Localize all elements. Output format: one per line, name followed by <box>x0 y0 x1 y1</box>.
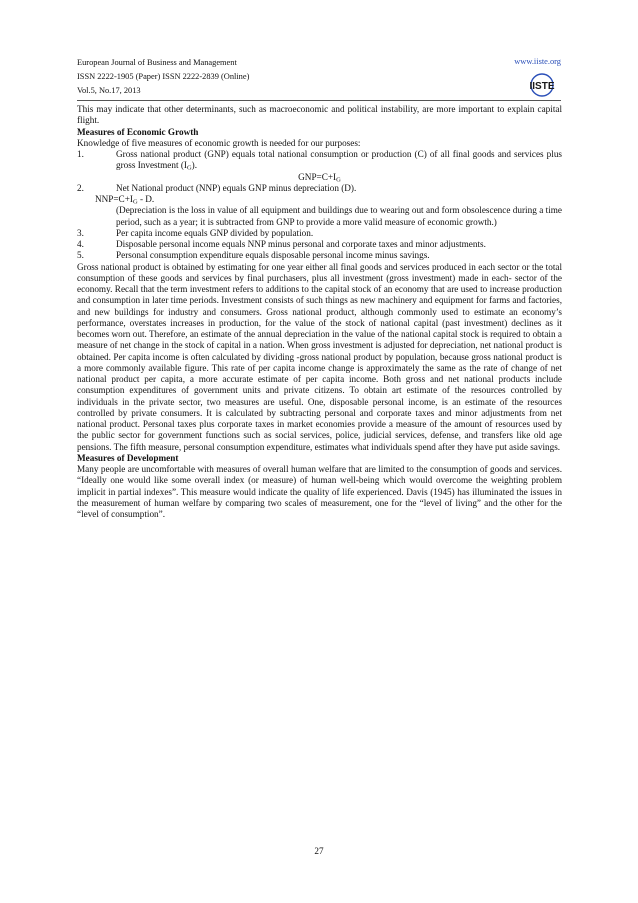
list-item-text-end: ). <box>191 160 197 171</box>
list-item-2 <box>77 183 562 194</box>
growth-heading: Measures of Economic Growth <box>77 126 199 137</box>
list-item-5 <box>77 250 562 261</box>
list-item-1 <box>77 149 562 172</box>
iiste-logo-icon <box>522 72 562 98</box>
subscript: G <box>186 164 192 172</box>
header-rule <box>77 100 561 101</box>
subscript: G <box>336 176 341 183</box>
subscript: G <box>132 198 138 206</box>
journal-name: European Journal of Business and Management <box>77 58 237 67</box>
journal-website-link[interactable]: www.iiste.org <box>514 57 561 66</box>
list-item-3 <box>77 228 562 239</box>
article-body <box>77 104 562 520</box>
issn-line: ISSN 2222-1905 (Paper) ISSN 2222-2839 (Online) <box>77 72 250 81</box>
list-item-text: Personal consumption expenditure equals disposable personal income minus savings. <box>116 250 430 261</box>
equation-text: GNP=C+I <box>298 171 337 182</box>
list-item-text: Per capita income equals GNP divided by population. <box>116 227 314 238</box>
list-number: 2. <box>77 182 84 193</box>
equation-nnp <box>77 194 562 205</box>
list-number: 4. <box>77 239 84 249</box>
list-number: 3. <box>77 227 84 238</box>
equation-text-end: - D. <box>137 194 155 204</box>
list-number: 1. <box>77 149 84 159</box>
knowledge-sentence: Knowledge of five measures of economic growth is needed for our purposes: <box>77 137 361 148</box>
development-paragraph: Many people are uncomfortable with measures of overall human welfare that are limited to the consumption of goods and services. “Ideally one would like some overall index (or measure) of human well-being which would overcome the weighting problem implicit in partial indexes”. This measure would indicate the quality of life experienced. Davis (1945) has illuminated the issues in the measurement of human welfare by comparing two scales of measurement, one for the “level of living” and the other for the “level of consumption”. <box>77 464 562 519</box>
equation-text: NNP=C+I <box>95 194 133 204</box>
list-item-text: Gross national product (GNP) equals total national consumption or production (C) of all final goods and services plus gross Investment (I <box>116 149 562 171</box>
list-item-4 <box>77 239 562 250</box>
gnp-paragraph: Gross national product is obtained by estimating for one year either all final goods and services produced in each sector or the total consumption of these goods and services by final purchasers, plus all investment (gross investment) made in each- sector of the economy. Recall that the term investment refers to additions to the capital stock of an economy that are used to increase production and consumption in later time periods. Investment consists of such things as new machinery and equipment for farms and factories, and new buildings for industry and consumers. Gross national product, although commonly used to estimate an economy’s performance, overstates increases in production, for the value of the stock of national capital (past investment) declines as it becomes worn out. Therefore, an estimate of the annual depreciation in the value of the national capital stock is required to obtain a measure of net change in the stock of capital in a nation. When gross investment is adjusted for depreciation, net national product is obtained. Per capita income is often calculated by dividing -gross national product by population, because gross national product is a more commonly available figure. This rate of per capita income change is approximately the same as the rate of change of net national product per capita, a more accurate estimate of per capita income. Both gross and net national products include consumption expenditures of government units and private citizens. To obtain art estimate of the resources controlled by individuals in the private sector, two measures are useful. One, disposable personal income, is an estimate of the resources controlled by private consumers. It is calculated by subtracting personal and corporate taxes and minor adjustments from net national product. Personal taxes plus corporate taxes in market economies provide a measure of the amount of resources used by the public sector for government functions such as social services, police, judicial services, defense, and transfers like old age pensions. The fifth measure, personal consumption expenditure, estimates what individuals spend after they have put aside savings. <box>77 261 562 452</box>
equation-gnp <box>77 172 562 183</box>
page-number: 27 <box>314 846 324 856</box>
logo-text: IISTE <box>529 81 555 92</box>
development-heading: Measures of Development <box>77 452 179 463</box>
list-number: 5. <box>77 250 84 261</box>
list-item-text: Net National product (NNP) equals GNP minus depreciation (D). <box>116 182 357 193</box>
depreciation-note: (Depreciation is the loss in value of all equipment and buildings due to wearing out and form obsolescence during a time period, such as a year; it is subtracted from GNP to provide a more valid measure of economic growth.) <box>116 205 562 227</box>
intro-paragraph: This may indicate that other determinants, such as macroeconomic and political instability, are more important to explain capital flight. <box>77 104 562 126</box>
list-item-text: Disposable personal income equals NNP minus personal and corporate taxes and minor adjustments. <box>116 239 486 249</box>
volume-line: Vol.5, No.17, 2013 <box>77 86 141 95</box>
